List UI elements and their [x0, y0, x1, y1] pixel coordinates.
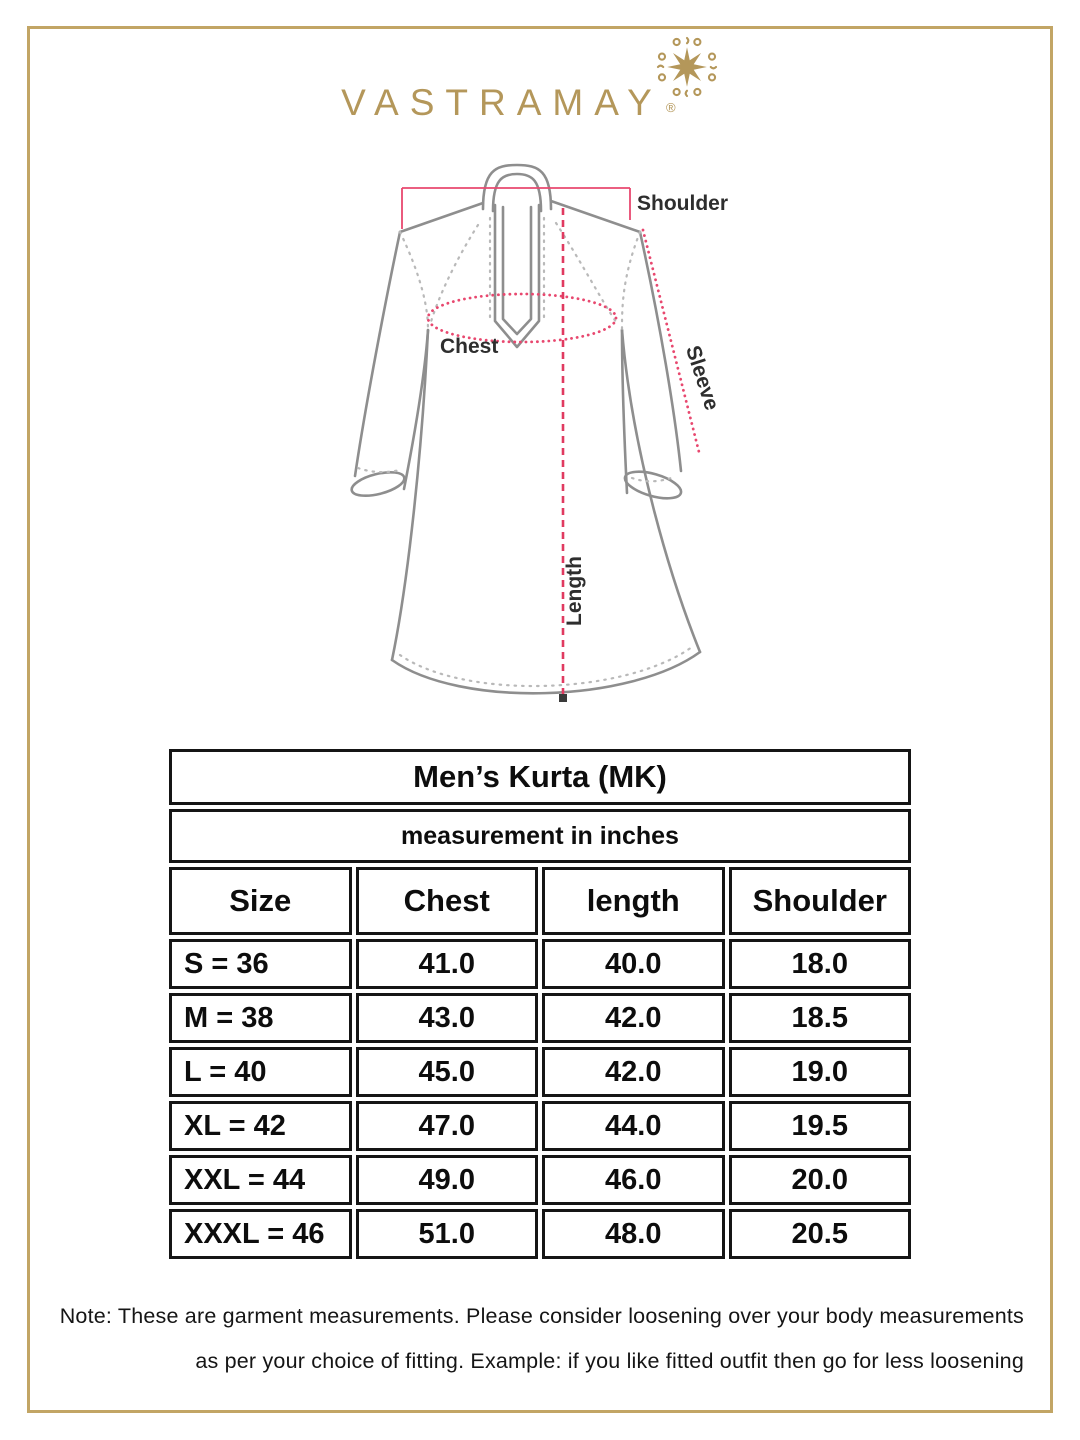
kurta-measurement-diagram [330, 163, 760, 728]
sleeve-label: Sleeve [680, 342, 724, 414]
size-cell: S = 36 [169, 939, 352, 989]
shoulder-cell: 18.5 [729, 993, 912, 1043]
measurement-note [52, 1294, 1024, 1384]
table-row [169, 1101, 911, 1151]
table-subtitle-row [169, 809, 911, 863]
shoulder-cell: 20.5 [729, 1209, 912, 1259]
table-row [169, 1047, 911, 1097]
shoulder-cell: 19.0 [729, 1047, 912, 1097]
table-row [169, 1155, 911, 1205]
chest-label: Chest [440, 335, 499, 358]
chest-cell: 41.0 [356, 939, 539, 989]
shoulder-cell: 19.5 [729, 1101, 912, 1151]
size-cell: XXXL = 46 [169, 1209, 352, 1259]
chest-cell: 45.0 [356, 1047, 539, 1097]
measurement-lines [402, 188, 700, 702]
sleeve-measure-line [643, 230, 700, 456]
chest-cell: 49.0 [356, 1155, 539, 1205]
shoulder-cell: 18.0 [729, 939, 912, 989]
length-end-tick [559, 694, 567, 702]
size-cell: M = 38 [169, 993, 352, 1043]
length-cell: 48.0 [542, 1209, 725, 1259]
size-cell: L = 40 [169, 1047, 352, 1097]
size-cell: XXL = 44 [169, 1155, 352, 1205]
table-title-row [169, 749, 911, 805]
length-cell: 44.0 [542, 1101, 725, 1151]
chest-cell: 43.0 [356, 993, 539, 1043]
table-subtitle: measurement in inches [169, 809, 911, 863]
col-header-size: Size [169, 867, 352, 935]
length-label: Length [563, 556, 586, 626]
note-line-1: Note: These are garment measurements. Please consider loosening over your body measurements [59, 1304, 1024, 1328]
length-cell: 46.0 [542, 1155, 725, 1205]
shoulder-label: Shoulder [637, 192, 729, 215]
chest-cell: 51.0 [356, 1209, 539, 1259]
col-header-chest: Chest [356, 867, 539, 935]
col-header-shoulder: Shoulder [729, 867, 912, 935]
size-cell: XL = 42 [169, 1101, 352, 1151]
length-cell: 42.0 [542, 993, 725, 1043]
table-title: Men’s Kurta (MK) [169, 749, 911, 805]
chest-cell: 47.0 [356, 1101, 539, 1151]
registered-trademark: ® [666, 100, 676, 115]
table-header-row [169, 867, 911, 935]
kurta-outline [349, 165, 700, 693]
size-chart-table [165, 745, 915, 1263]
table-row [169, 939, 911, 989]
mandala-star-icon [652, 34, 722, 100]
table-row [169, 1209, 911, 1259]
note-line-2: as per your choice of fitting. Example: if you like fitted outfit then go for less loosening [195, 1349, 1024, 1373]
col-header-length: length [542, 867, 725, 935]
shoulder-cell: 20.0 [729, 1155, 912, 1205]
length-cell: 42.0 [542, 1047, 725, 1097]
length-cell: 40.0 [542, 939, 725, 989]
brand-name: VASTRAMAY [341, 82, 663, 123]
table-row [169, 993, 911, 1043]
